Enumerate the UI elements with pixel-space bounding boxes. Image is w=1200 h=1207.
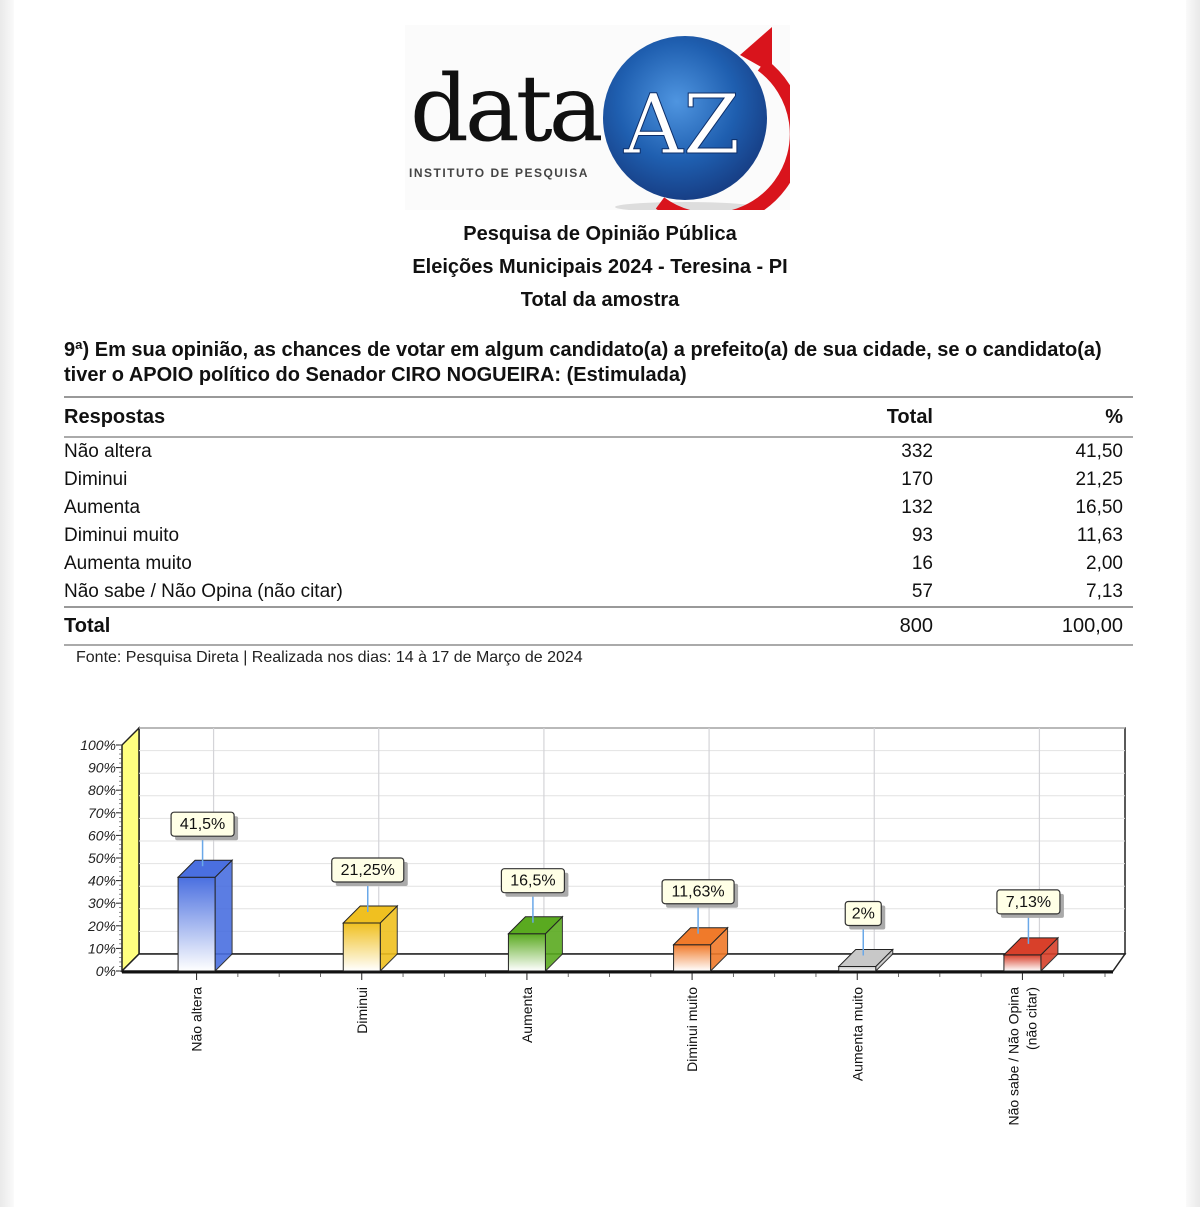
row-total: 93	[911, 525, 933, 546]
y-tick-label: 60%	[87, 827, 116, 844]
x-category-label: Não altera	[188, 987, 205, 1052]
row-total: 332	[901, 441, 933, 462]
x-category-label: Diminui muito	[684, 987, 701, 1072]
row-total: 57	[911, 581, 933, 602]
page-edge	[1186, 0, 1200, 1207]
row-total: 170	[901, 469, 933, 490]
x-category-label: Diminui	[353, 987, 370, 1034]
total-label: Total	[64, 607, 813, 645]
total-count: 800	[813, 607, 933, 645]
bar	[508, 934, 545, 971]
table-total-row	[64, 607, 1133, 645]
row-percent: 21,25	[1075, 469, 1123, 490]
table-row	[64, 578, 1133, 607]
x-category-label: Aumenta muito	[849, 987, 866, 1082]
bar	[674, 945, 711, 971]
y-tick-label: 30%	[87, 895, 116, 912]
header-sample: Total da amostra	[520, 289, 680, 311]
y-tick-label: 40%	[87, 872, 116, 889]
chart-left-wall	[122, 728, 139, 971]
row-percent: 2,00	[1086, 553, 1123, 574]
data-label: 11,63%	[671, 883, 725, 901]
bar	[1004, 955, 1041, 971]
logo-wordmark: data	[410, 55, 600, 162]
header-subtitle: Eleições Municipais 2024 - Teresina - PI	[412, 256, 788, 278]
row-label: Não sabe / Não Opina (não citar)	[64, 581, 343, 602]
y-tick-label: 50%	[87, 850, 116, 866]
row-label: Aumenta muito	[64, 553, 192, 574]
table-row	[64, 494, 1133, 522]
data-label: 2%	[851, 905, 875, 923]
row-percent: 11,63	[1076, 525, 1123, 546]
row-total: 16	[911, 553, 933, 574]
row-percent: 41,50	[1075, 441, 1123, 462]
data-label: 21,25%	[340, 861, 395, 879]
logo	[405, 25, 790, 210]
logo-emblem-icon	[600, 25, 790, 210]
header-percent: %	[933, 397, 1133, 437]
chart-floor	[122, 954, 1125, 971]
question-text: 9ª) Em sua opinião, as chances de votar em algum candidato(a) a prefeito(a) de sua cidade, se o candidato(a) tiver o APOIO político do Senador CIRO NOGUEIRA: (Estimulada)	[64, 339, 1102, 386]
table-row	[64, 522, 1133, 550]
bar-side	[215, 860, 232, 971]
table-header-row	[64, 397, 1133, 437]
data-label: 16,5%	[510, 872, 556, 890]
y-tick-label: 10%	[87, 940, 116, 957]
table-row	[64, 466, 1133, 494]
table-row	[64, 437, 1133, 466]
x-category-label: Não sabe / Não Opina	[1005, 987, 1022, 1126]
y-tick-label: 100%	[80, 737, 116, 753]
bar-chart	[60, 720, 1140, 1190]
y-tick-label: 90%	[87, 759, 116, 776]
source-note: Fonte: Pesquisa Direta | Realizada nos dias: 14 à 17 de Março de 2024	[76, 649, 583, 666]
data-label: 7,13%	[1005, 893, 1052, 911]
row-label: Diminui	[64, 469, 128, 490]
row-percent: 16,50	[1075, 497, 1123, 518]
report-header	[0, 218, 1200, 317]
x-category-label: (não citar)	[1023, 987, 1040, 1051]
row-label: Aumenta	[64, 497, 141, 518]
results-table	[64, 396, 1133, 646]
row-label: Não altera	[64, 441, 152, 462]
row-total: 132	[901, 497, 933, 518]
logo-tagline: INSTITUTO DE PESQUISA	[409, 166, 589, 180]
total-percent: 100,00	[933, 607, 1133, 645]
bar	[178, 877, 215, 971]
header-total: Total	[813, 397, 933, 437]
y-tick-label: 20%	[87, 917, 116, 934]
x-category-label: Aumenta	[518, 987, 535, 1044]
header-title: Pesquisa de Opinião Pública	[463, 223, 737, 245]
data-label: 41,5%	[179, 816, 226, 834]
y-tick-label: 80%	[87, 782, 116, 799]
svg-text:AZ: AZ	[623, 78, 741, 173]
table-row	[64, 550, 1133, 578]
y-tick-label: 70%	[87, 804, 116, 821]
bar	[839, 966, 876, 971]
page-edge	[0, 0, 14, 1207]
header-respostas: Respostas	[64, 397, 813, 437]
bar	[343, 923, 380, 971]
y-tick-label: 0%	[95, 963, 116, 979]
row-percent: 7,13	[1086, 581, 1123, 602]
row-label: Diminui muito	[64, 525, 180, 546]
